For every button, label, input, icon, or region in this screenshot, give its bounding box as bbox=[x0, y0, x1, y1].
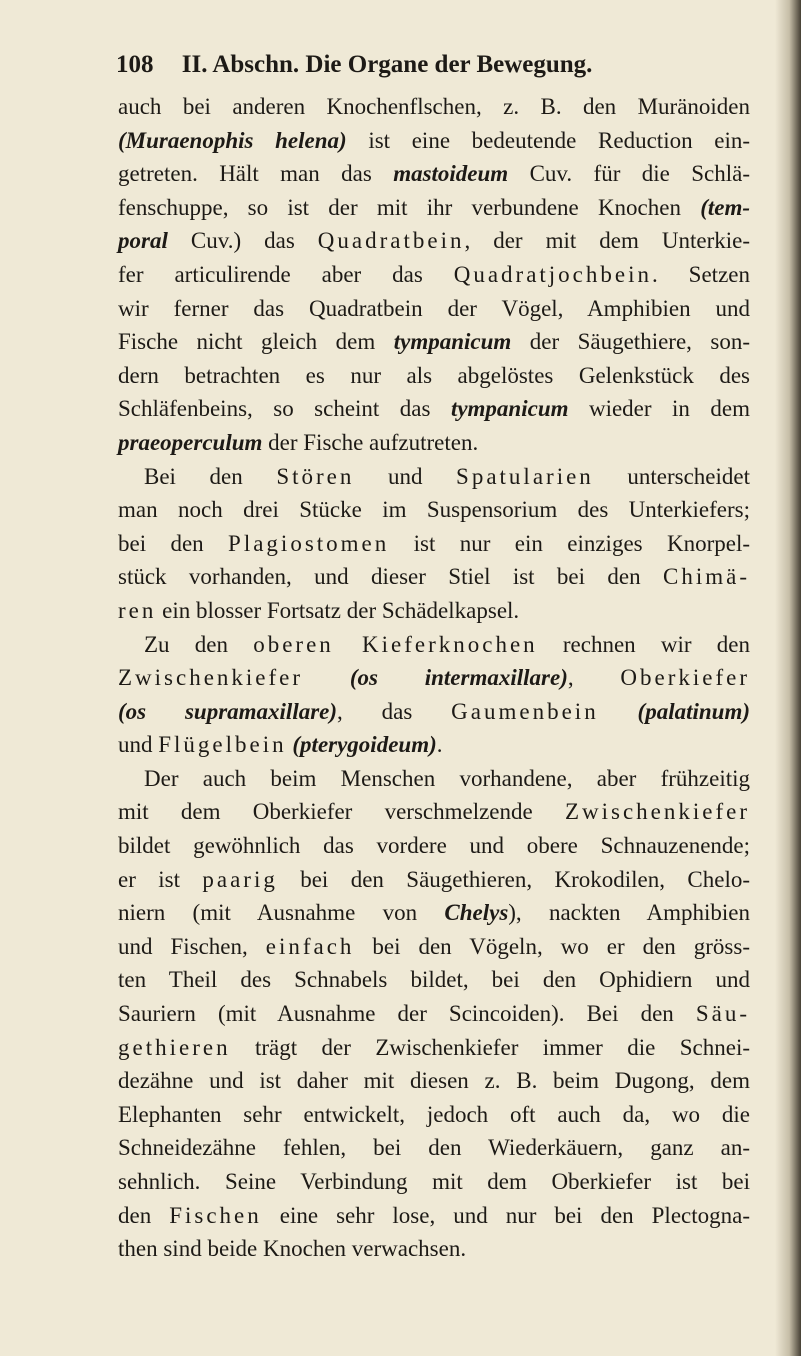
text-line bbox=[118, 829, 750, 863]
spaced-term: einfach bbox=[265, 933, 355, 959]
text-run: , das bbox=[337, 698, 452, 724]
text-run: Elephanten sehr entwickelt, jedoch oft auch da, wo die bbox=[118, 1101, 750, 1127]
text-run: bei den Vögeln, wo er den gröss- bbox=[354, 933, 750, 959]
text-line bbox=[118, 628, 750, 662]
text-run: stück vorhanden, und dieser Stiel ist bei den bbox=[118, 564, 663, 590]
text-run: bildet gewöhnlich das vordere und obere Schnauzenende; bbox=[118, 833, 750, 859]
spaced-term: ren bbox=[118, 597, 157, 623]
text-line bbox=[118, 661, 750, 695]
text-line bbox=[118, 460, 750, 494]
spaced-term: Stören bbox=[276, 463, 355, 489]
text-run: . Setzen bbox=[652, 261, 750, 287]
text-run: bei den bbox=[118, 530, 229, 556]
text-run: Cuv.) das bbox=[167, 228, 318, 254]
text-run: niern (mit Ausnahme von bbox=[118, 900, 445, 926]
text-line bbox=[118, 930, 750, 964]
section-title: II. Abschn. Die Organe der Bewegung. bbox=[181, 51, 593, 78]
text-run: Fische nicht gleich dem bbox=[118, 329, 394, 355]
text-line bbox=[118, 1199, 750, 1233]
text-line bbox=[118, 426, 750, 460]
spaced-term: Quadratbein bbox=[317, 228, 465, 254]
text-run: then sind beide Knochen verwachsen. bbox=[118, 1236, 467, 1262]
italic-term: Chelys bbox=[444, 900, 509, 926]
text-run: ist eine bedeutende Reduction ein- bbox=[346, 127, 750, 153]
text-run bbox=[599, 699, 638, 724]
text-run: unterscheidet bbox=[593, 463, 750, 489]
text-line bbox=[118, 359, 750, 393]
text-run: Der auch beim Menschen vorhandene, aber frühzeitig bbox=[144, 765, 750, 791]
text-line bbox=[118, 695, 750, 729]
text-run: trägt der Zwischenkiefer immer die Schnei- bbox=[230, 1034, 750, 1060]
spaced-term: Zwischenkiefer bbox=[118, 665, 304, 691]
text-line bbox=[118, 157, 750, 191]
italic-term: (Muraenophis helena) bbox=[118, 127, 347, 153]
text-run: der Fische aufzutreten. bbox=[262, 429, 479, 455]
text-line bbox=[118, 1064, 750, 1098]
text-line bbox=[118, 392, 750, 426]
text-run: , bbox=[567, 665, 621, 691]
page-number: 108 bbox=[116, 51, 154, 78]
text-line bbox=[118, 963, 750, 997]
text-run: man noch drei Stücke im Suspensorium des Unterkiefers; bbox=[118, 497, 750, 523]
text-line bbox=[118, 292, 750, 326]
running-head bbox=[116, 48, 676, 82]
text-run: Sauriern (mit Ausnahme der Scincoiden). Bei den bbox=[118, 1001, 696, 1027]
text-run: Schneidezähne fehlen, bei den Wiederkäuern, ganz an- bbox=[118, 1135, 750, 1161]
body-text bbox=[118, 90, 750, 1266]
text-run: und bbox=[118, 732, 159, 758]
italic-term: (palatinum) bbox=[637, 698, 751, 724]
text-run: den bbox=[118, 1202, 170, 1228]
text-line bbox=[118, 1098, 750, 1132]
spaced-term: Chimä- bbox=[663, 564, 750, 590]
text-run: wir ferner das Quadratbein der Vögel, Amphibien und bbox=[118, 295, 750, 321]
text-run: sehnlich. Seine Verbindung mit dem Oberkiefer ist bei bbox=[118, 1169, 750, 1194]
text-line bbox=[118, 997, 750, 1031]
text-run: bei den Säugethieren, Krokodilen, Chelo- bbox=[277, 866, 750, 892]
text-run: getreten. Hält man das bbox=[118, 161, 394, 187]
italic-term: poral bbox=[118, 228, 168, 254]
text-run: auch bei anderen Knochenflschen, z. B. den Muränoiden bbox=[118, 94, 750, 119]
text-line bbox=[118, 527, 750, 561]
text-run: fenschuppe, so ist der mit ihr verbundene Knochen bbox=[118, 194, 701, 220]
text-run: und bbox=[354, 463, 457, 489]
spaced-term: gethieren bbox=[118, 1034, 231, 1060]
text-line bbox=[118, 1165, 750, 1199]
text-run: eine sehr lose, und nur bei den Plectogna- bbox=[261, 1202, 751, 1228]
italic-term: (os intermaxillare) bbox=[349, 665, 568, 691]
text-run: ten Theil des Schnabels bildet, bei den Ophidiern und bbox=[118, 967, 750, 993]
text-run: Schläfenbeins, so scheint das bbox=[118, 396, 451, 422]
text-run: Zu den bbox=[144, 631, 254, 657]
text-run: . bbox=[436, 732, 443, 758]
italic-term: (tem- bbox=[700, 194, 750, 220]
text-line bbox=[118, 1232, 750, 1266]
text-line bbox=[118, 728, 750, 762]
text-run: ), nackten Amphibien bbox=[508, 900, 750, 926]
text-line bbox=[118, 896, 750, 930]
text-run: und Fischen, bbox=[118, 933, 266, 959]
text-run: rechnen wir den bbox=[537, 631, 750, 657]
text-run: , der mit dem Unterkie- bbox=[464, 228, 750, 254]
spaced-term: paarig bbox=[202, 866, 278, 892]
italic-term: tympanicum bbox=[450, 396, 569, 422]
text-run: ein blosser Fortsatz der Schädelkapsel. bbox=[156, 597, 520, 623]
text-run: ist nur ein einziges Knorpel- bbox=[389, 530, 750, 556]
text-line bbox=[118, 795, 750, 829]
spaced-term: Spatularien bbox=[456, 463, 594, 489]
spaced-term: Fischen bbox=[169, 1202, 262, 1228]
page-edge-shadow bbox=[775, 0, 801, 1356]
text-line bbox=[118, 762, 750, 796]
text-line bbox=[118, 258, 750, 292]
spaced-term: Oberkiefer bbox=[620, 665, 751, 691]
italic-term: (os supramaxillare) bbox=[118, 698, 338, 724]
text-run: wieder in dem bbox=[568, 396, 750, 422]
text-line bbox=[118, 90, 750, 124]
spaced-term: Säu- bbox=[695, 1001, 750, 1027]
text-line bbox=[118, 493, 750, 527]
text-run: fer articulirende aber das bbox=[118, 261, 454, 287]
text-run: der Säugethiere, son- bbox=[511, 329, 750, 355]
spaced-term: Quadratjochbein bbox=[453, 261, 652, 287]
text-line bbox=[118, 1031, 750, 1065]
text-run: Bei den bbox=[144, 463, 277, 489]
text-run: mit dem Oberkiefer verschmelzende bbox=[118, 799, 565, 825]
spaced-term: oberen Kieferknochen bbox=[253, 631, 538, 657]
spaced-term: Gaumenbein bbox=[451, 698, 599, 724]
text-line bbox=[118, 560, 750, 594]
text-line bbox=[118, 224, 750, 258]
text-line bbox=[118, 124, 750, 158]
italic-term: praeoperculum bbox=[118, 429, 263, 455]
text-run: Cuv. für die Schlä- bbox=[508, 161, 750, 187]
text-line bbox=[118, 594, 750, 628]
italic-term: mastoideum bbox=[393, 161, 509, 187]
text-run bbox=[303, 665, 350, 690]
italic-term: tympanicum bbox=[393, 329, 512, 355]
text-line bbox=[118, 191, 750, 225]
text-run: er ist bbox=[118, 866, 203, 892]
text-line bbox=[118, 1131, 750, 1165]
text-run: dezähne und ist daher mit diesen z. B. beim Dugong, dem bbox=[118, 1068, 750, 1094]
text-line bbox=[118, 325, 750, 359]
text-run: dern betrachten es nur als abgelöstes Gelenkstück des bbox=[118, 362, 750, 388]
spaced-term: Zwischenkiefer bbox=[564, 799, 750, 825]
spaced-term: Flügelbein bbox=[158, 732, 287, 758]
text-line bbox=[118, 863, 750, 897]
spaced-term: Plagiostomen bbox=[228, 530, 390, 556]
italic-term: (pterygoideum) bbox=[292, 732, 437, 758]
